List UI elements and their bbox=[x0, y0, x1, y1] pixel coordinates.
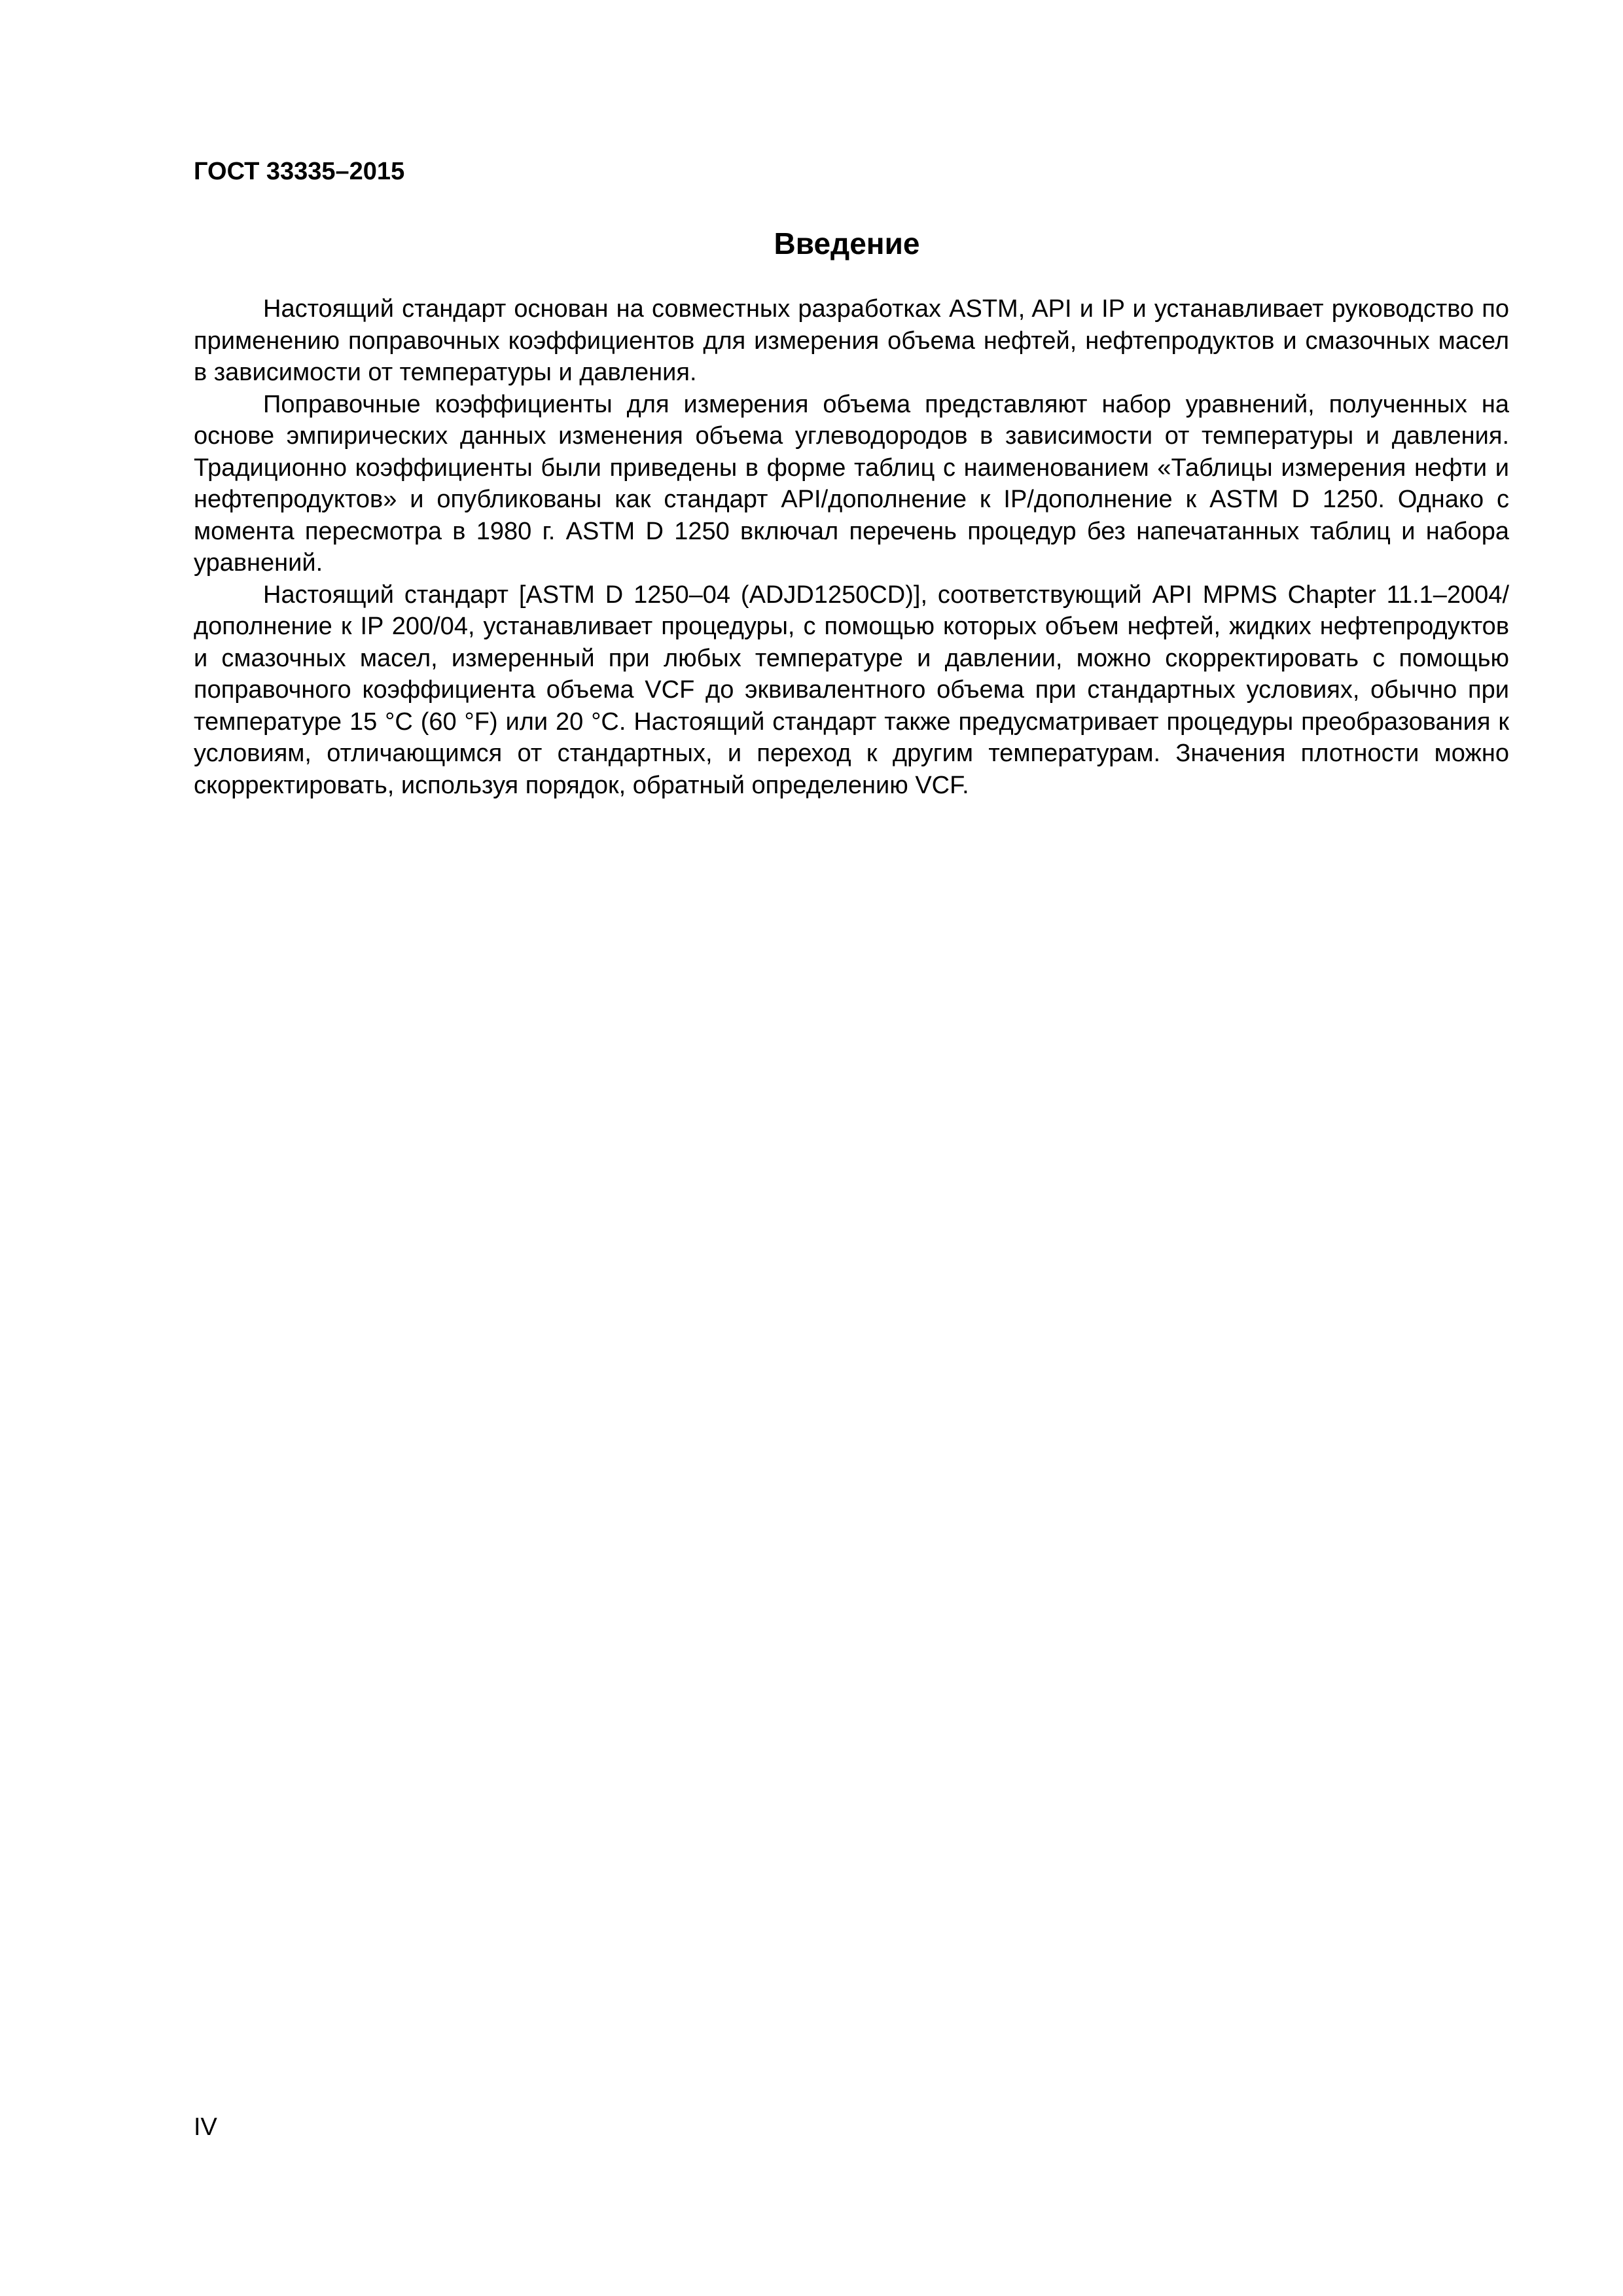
section-title: Введение bbox=[774, 226, 920, 260]
paragraph: Настоящий стандарт [ASTM D 1250–04 (ADJD1250CD)], соответствующий API MPMS Chapter 11.1–2004/дополнение к IP 200/04, устанавливает процедуры, с помощью которых объем нефтей, жидких нефтепродуктов и смазочных масел, измеренный при любых температуре и давлении, можно скорректировать с помощью поправочного коэффициента объема VCF до эквивалентного объема при стандартных условиях, обычно при температуре 15 °С (60 °F) или 20 °С. Настоящий стандарт также предусматривает процедуры преобразования к условиям, отличающимся от стандартных, и переход к другим температурам. Значения плотности можно скорректировать, используя порядок, обратный определению VCF. bbox=[194, 581, 1509, 799]
document-code: ГОСТ 33335–2015 bbox=[194, 158, 405, 185]
paragraph: Настоящий стандарт основан на совместных разработках ASTM, API и IP и устанавливает руководство по применению поправочных коэффициентов для измерения объема нефтей, нефтепродуктов и смазочных масел в зависимости от температуры и давления. bbox=[194, 295, 1509, 386]
paragraph: Поправочные коэффициенты для измерения объема представляют набор уравнений, полученных на основе эмпирических данных изменения объема углеводородов в зависимости от температуры и давления. Традиционно коэффициенты были приведены в форме таблиц с наименованием «Таблицы измерения нефти и нефтепродуктов» и опубликованы как стандарт API/дополнение к IP/дополнение к ASTM D 1250. Однако с момента пересмотра в 1980 г. ASTM D 1250 включал перечень процедур без напечатанных таблиц и набора уравнений. bbox=[194, 390, 1509, 577]
body-text bbox=[194, 293, 1509, 801]
page-number: IV bbox=[194, 2113, 217, 2141]
